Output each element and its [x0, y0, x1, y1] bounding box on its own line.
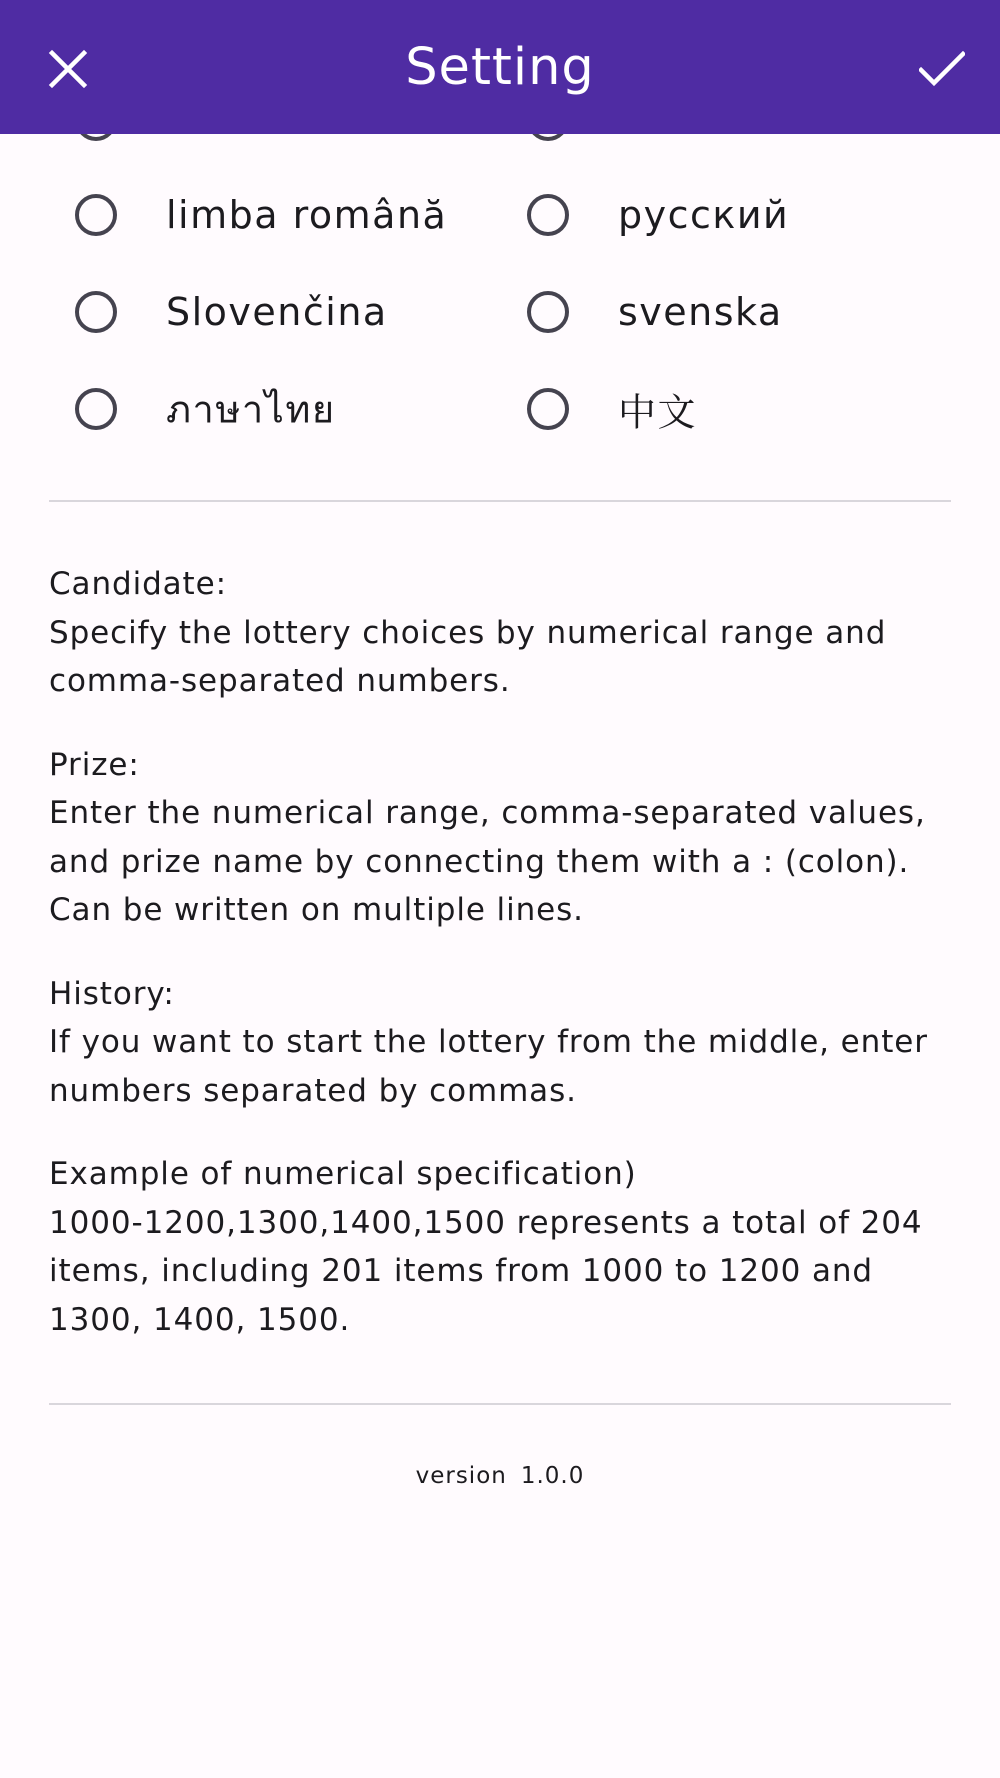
language-label: svenska [618, 290, 783, 334]
prize-line: and prize name by connecting them with a : (colon). [49, 843, 910, 880]
language-option-russian[interactable] [527, 183, 927, 247]
version-info [0, 1463, 1000, 1489]
example-help [49, 1150, 969, 1344]
language-option-romanian[interactable] [75, 183, 475, 247]
candidate-line: comma-separated numbers. [49, 663, 511, 699]
check-icon [919, 51, 965, 87]
example-heading: Example of numerical specification) [49, 1156, 637, 1192]
language-label: ภาษาไทย [166, 387, 336, 432]
example-line: 1000-1200,1300,1400,1500 represents a total of 204 [49, 1204, 923, 1241]
history-line: numbers separated by commas. [49, 1072, 577, 1109]
radio-button[interactable] [527, 194, 569, 236]
language-label: Slovenčina [166, 290, 388, 334]
page-title: Setting [405, 38, 595, 97]
version-number: 1.0.0 [520, 1463, 585, 1489]
language-label: 中文 [618, 390, 698, 435]
candidate-help [49, 560, 969, 706]
language-option-slovak[interactable] [75, 280, 475, 344]
history-heading: History: [49, 975, 175, 1012]
prize-help [49, 741, 969, 935]
radio-button[interactable] [75, 194, 117, 236]
language-option-chinese[interactable] [527, 377, 927, 441]
history-line: If you want to start the lottery from the middle, enter [49, 1024, 928, 1060]
radio-button[interactable] [75, 388, 117, 430]
candidate-line: Specify the lottery choices by numerical range and [49, 614, 887, 651]
radio-button[interactable] [527, 388, 569, 430]
prize-line: Can be written on multiple lines. [49, 892, 584, 928]
help-text [49, 560, 969, 1379]
language-label: limba română [166, 193, 448, 237]
divider-top [49, 500, 951, 502]
radio-button[interactable] [75, 291, 117, 333]
save-button[interactable] [906, 33, 978, 105]
language-option-thai[interactable] [75, 377, 475, 441]
language-label: русский [618, 193, 790, 237]
example-line: items, including 201 items from 1000 to 1200 and [49, 1253, 873, 1289]
prize-line: Enter the numerical range, comma-separated values, [49, 795, 926, 831]
app-bar [0, 0, 1000, 134]
candidate-heading: Candidate: [49, 566, 227, 602]
language-option-swedish[interactable] [527, 280, 927, 344]
version-label: version [415, 1463, 507, 1489]
history-help [49, 970, 969, 1116]
prize-heading: Prize: [49, 746, 140, 783]
radio-button[interactable] [527, 291, 569, 333]
example-line: 1300, 1400, 1500. [49, 1301, 351, 1338]
divider-bottom [49, 1403, 951, 1405]
